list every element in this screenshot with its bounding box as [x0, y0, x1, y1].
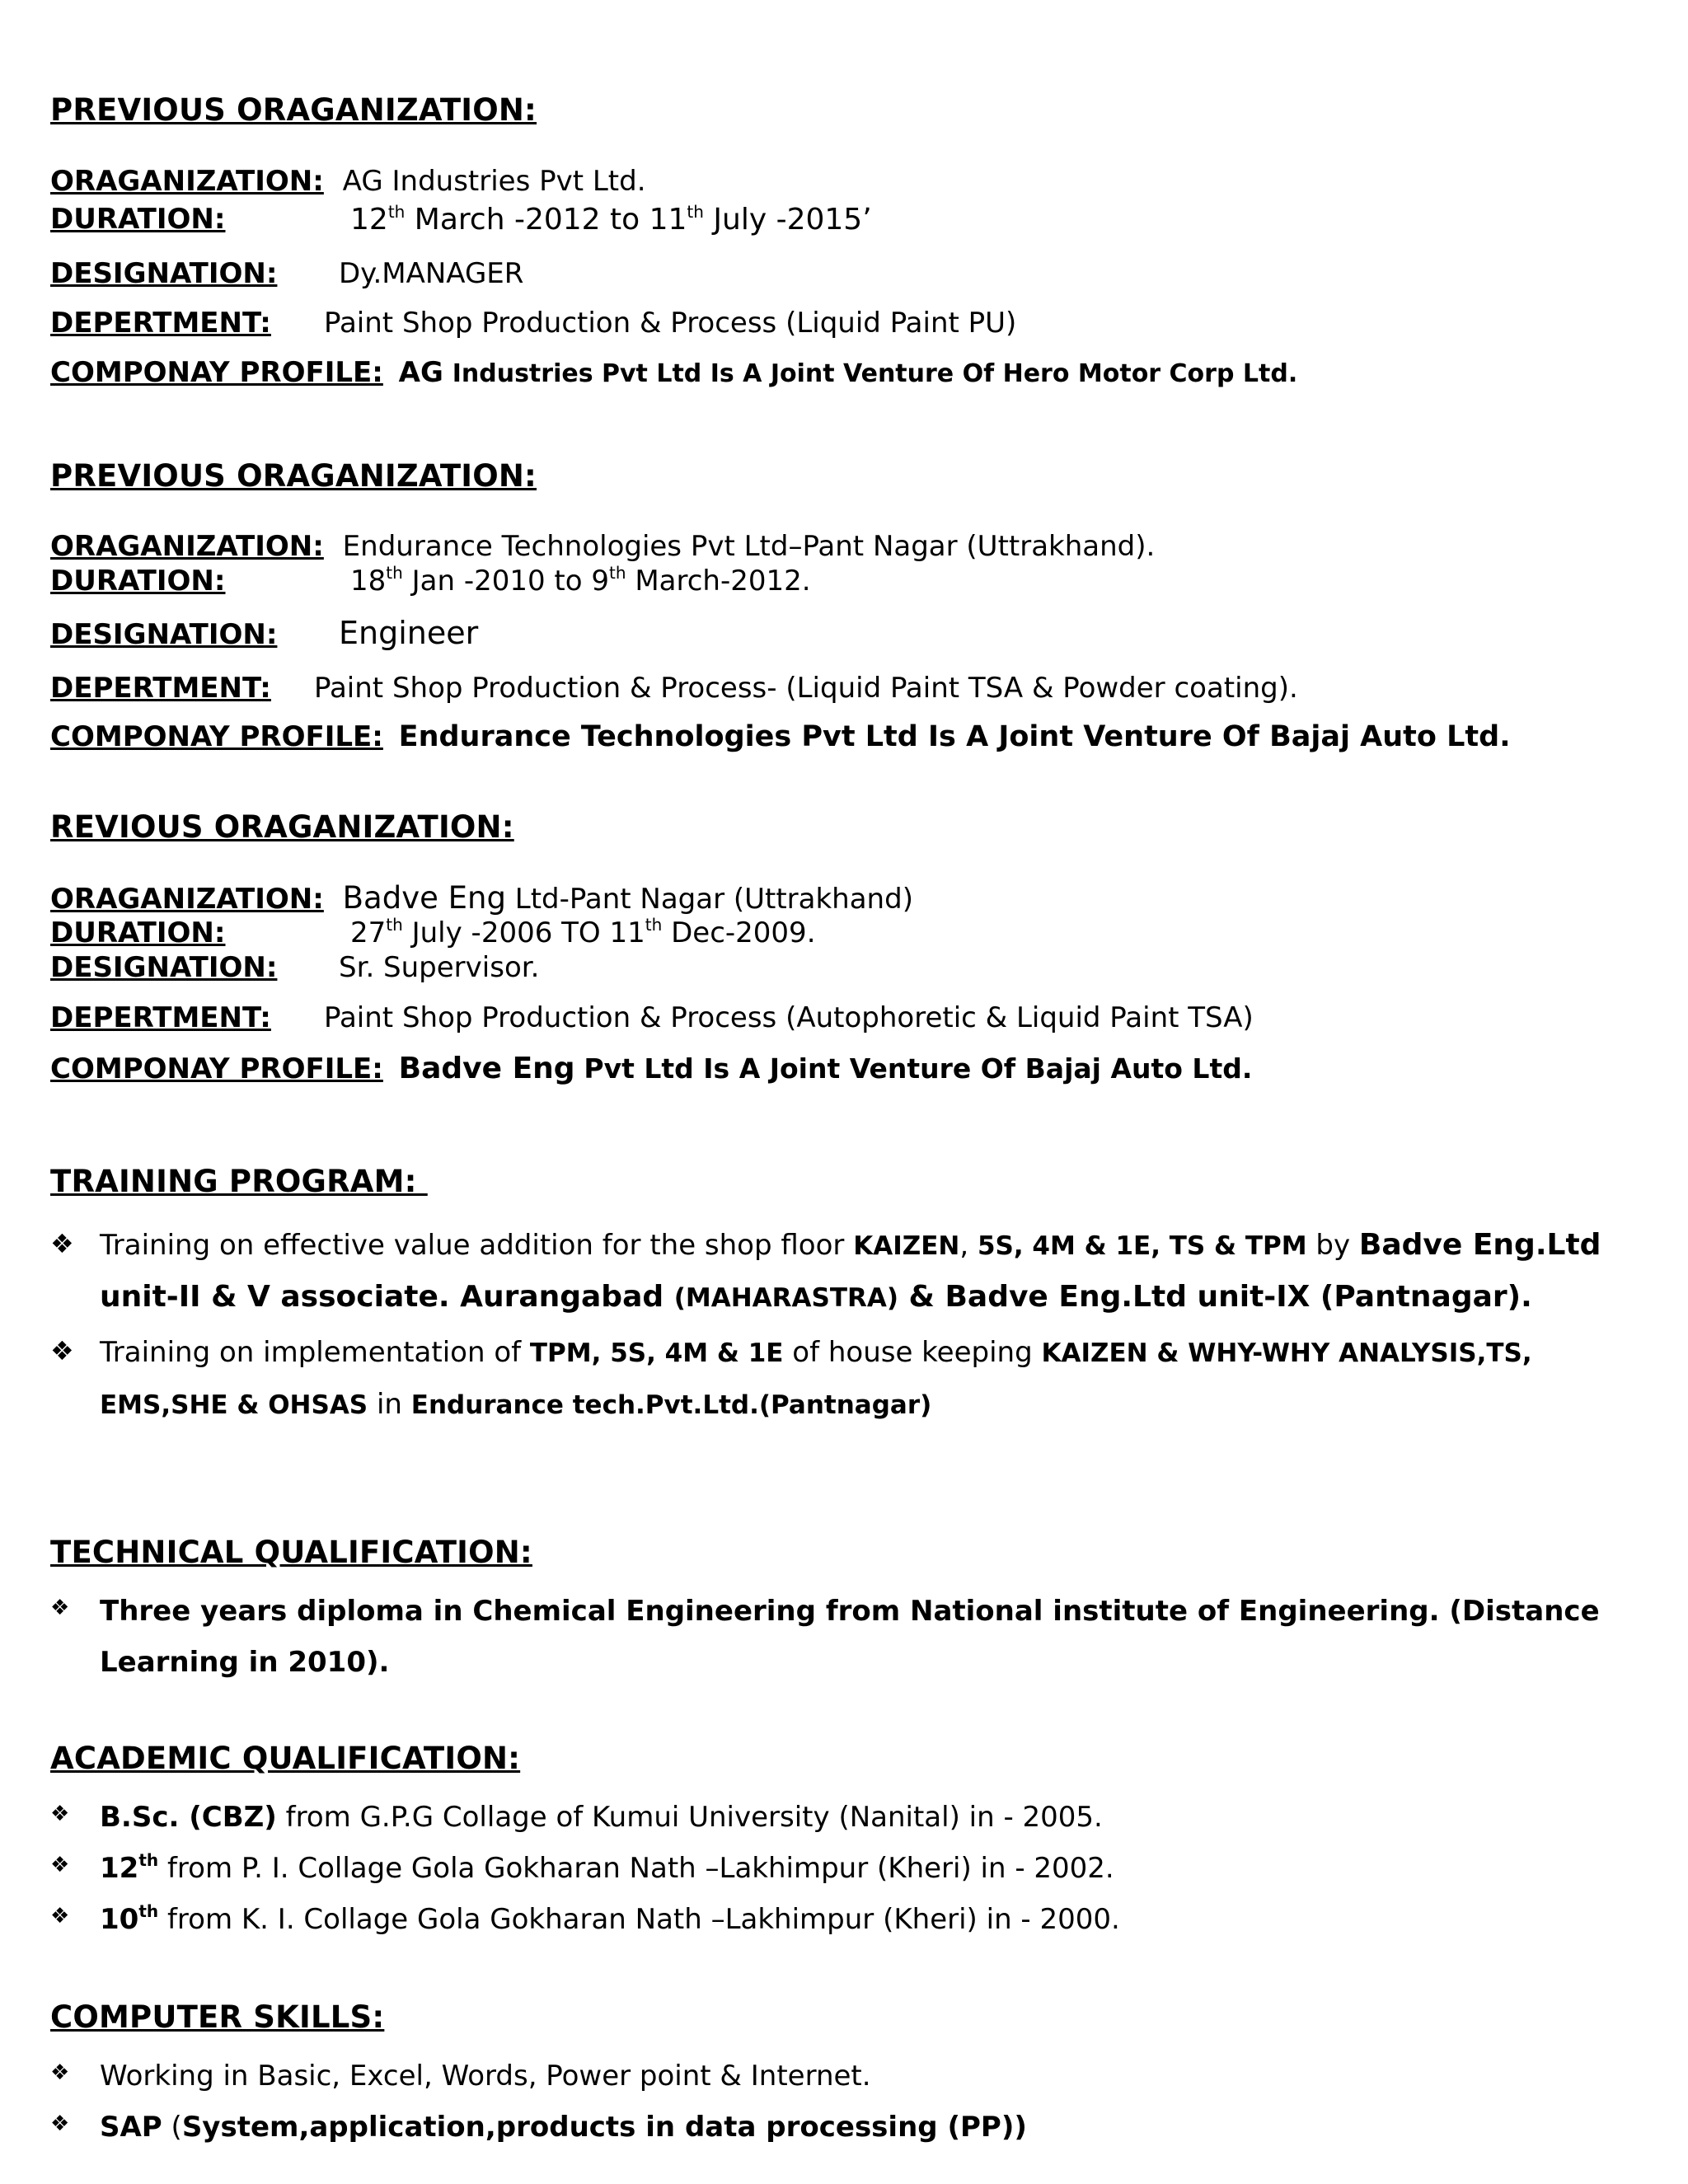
organization-value: Ltd-Pant Nagar (Uttrakhand) [514, 883, 913, 916]
diamond-bullet-icon: ❖ [50, 1904, 70, 1929]
organization-value: AG Industries Pvt Ltd. [342, 165, 646, 198]
profile-value: Endurance Technologies Pvt Ltd Is A Joint Venture Of Bajaj Auto Ltd. [398, 720, 1511, 753]
profile-label: COMPONAY PROFILE: [50, 720, 383, 753]
profile-value: Industries Pvt Ltd Is A Joint Venture Of Hero Motor Corp Ltd. [452, 359, 1298, 388]
org-1-duration-row [50, 203, 1655, 236]
resume-page: PREVIOUS ORAGANIZATION: ORAGANIZATION: AG Industries Pvt Ltd. DURATION: 12th March -2012 to 11th July -2015’ DESIGNATION: Dy.MANAGER DEPERTMENT: Paint Shop Production & Process (Liquid Paint PU) COMPONAY PROFILE: AG Industries Pvt Ltd Is A Joint Venture Of Hero Motor Corp Ltd. PREVIOUS ORAGANIZATION: ORAGANIZATION: Endurance Technologies Pvt Ltd–Pant Nagar (Uttrakhand). DURATION: 18th Jan -2010 to 9th March-2012. DESIGNATION: Engineer DEPERTMENT: Paint Shop Production & Process- (Liquid Paint TSA & Powder coating). COMPONAY PROFILE: Endurance Technologies Pvt Ltd Is A Joint Venture Of Bajaj Auto Ltd. REVIOUS ORAGANIZATION: ORAGANIZATION: Badve Eng Ltd-Pant Nagar (Uttrakhand) DURATION: 27th July -2006 TO 11th Dec-2009. DESIGNATION: Sr. Supervisor. DEPERTMENT: Paint Shop Production & Process (Autophoretic & Liquid Paint TSA) COMPONAY PROFILE: Badve Eng Pvt Ltd Is A Joint Venture Of Bajaj Auto Ltd. TRAINING PROGRAM: ❖ Training on effective value addition for the shop floor KAIZEN, 5S, 4M & 1E, TS & TPM by Badve Eng.Ltd unit-II & V associate. Aurangabad (MAHARASTRA) & Badve Eng.Ltd unit-IX (Pantnagar). ❖ Training on implementation of TPM, 5S, 4M & 1E of house keeping KAIZEN & WHY-WHY ANALYSIS,TS, EMS,SHE & OHSAS in Endurance tech.Pvt.Ltd.(Pantnagar) TECHNICAL QUALIFICATION: ❖ Three years diploma in Chemical Engineering from National institute of Engineering. (Distance Learning in 2010). ACADEMIC QUALIFICATION: ❖ B.Sc. (CBZ) from G.P.G Collage of Kumui University (Nanital) in - 2005. ❖ 12th from P. I. Collage Gola Gokharan Nath –Lakhimpur (Kheri) in - 2002. ❖ 10th from K. I. Collage Gola Gokharan Nath –Lakhimpur (Kheri) in - 2000. COMPUTER SKILLS: ❖ Working in Basic, Excel, Words, Power point & Internet. ❖ SAP (System,application,products in data processing (PP)) [0, 0, 1688, 2184]
department-value: Paint Shop Production & Process (Liquid Paint PU) [324, 307, 1017, 340]
org-2-duration-row [50, 565, 1655, 598]
org-2-organization-row [50, 530, 1655, 563]
duration-label: DURATION: [50, 565, 226, 598]
duration-label: DURATION: [50, 916, 226, 949]
organization-label: ORAGANIZATION: [50, 165, 324, 198]
profile-value-lead: AG [398, 356, 443, 389]
duration-value: 27th July -2006 TO 11th Dec-2009. [350, 915, 816, 949]
department-label: DEPERTMENT: [50, 1001, 271, 1034]
org-2-profile-row [50, 720, 1655, 753]
duration-value: 12th March -2012 to 11th July -2015’ [350, 202, 872, 237]
section-heading-org-1: PREVIOUS ORAGANIZATION: [50, 92, 537, 128]
org-3-profile-row [50, 1052, 1655, 1085]
section-heading-academic: ACADEMIC QUALIFICATION: [50, 1741, 521, 1776]
diamond-bullet-icon: ❖ [50, 2111, 70, 2136]
org-3-designation-row [50, 951, 1655, 984]
diamond-bullet-icon: ❖ [50, 1596, 70, 1620]
profile-label: COMPONAY PROFILE: [50, 1052, 383, 1085]
department-label: DEPERTMENT: [50, 672, 271, 705]
org-2-designation-row [50, 615, 1655, 651]
designation-value: Sr. Supervisor. [339, 951, 540, 984]
profile-value-lead: Badve Eng [398, 1052, 575, 1085]
department-label: DEPERTMENT: [50, 307, 271, 340]
designation-label: DESIGNATION: [50, 618, 278, 651]
org-3-department-row [50, 1001, 1655, 1034]
diamond-bullet-icon: ❖ [50, 1853, 70, 1877]
organization-label: ORAGANIZATION: [50, 530, 324, 563]
duration-label: DURATION: [50, 203, 226, 236]
section-heading-computer: COMPUTER SKILLS: [50, 1999, 385, 2035]
diamond-bullet-icon: ❖ [50, 1228, 74, 1259]
organization-value: Endurance Technologies Pvt Ltd–Pant Nagar (Uttrakhand). [342, 530, 1156, 563]
section-heading-org-2: PREVIOUS ORAGANIZATION: [50, 458, 537, 494]
department-value: Paint Shop Production & Process (Autophoretic & Liquid Paint TSA) [324, 1001, 1254, 1034]
section-heading-technical: TECHNICAL QUALIFICATION: [50, 1535, 532, 1570]
profile-value: Pvt Ltd Is A Joint Venture Of Bajaj Auto Ltd. [584, 1052, 1253, 1085]
organization-label: ORAGANIZATION: [50, 883, 324, 916]
diamond-bullet-icon: ❖ [50, 1335, 74, 1366]
designation-label: DESIGNATION: [50, 257, 278, 290]
org-1-organization-row [50, 165, 1655, 198]
designation-value: Dy.MANAGER [339, 257, 524, 290]
org-3-organization-row [50, 880, 1655, 916]
org-3-duration-row [50, 916, 1655, 949]
diamond-bullet-icon: ❖ [50, 2060, 70, 2085]
section-heading-org-3: REVIOUS ORAGANIZATION: [50, 809, 514, 845]
org-1-profile-row [50, 356, 1655, 389]
org-1-department-row [50, 307, 1655, 340]
org-2-department-row [50, 672, 1655, 705]
designation-label: DESIGNATION: [50, 951, 278, 984]
designation-value: Engineer [339, 615, 479, 651]
diamond-bullet-icon: ❖ [50, 1802, 70, 1826]
organization-value-lead: Badve Eng [342, 880, 506, 916]
duration-value: 18th Jan -2010 to 9th March-2012. [350, 563, 811, 598]
org-1-designation-row [50, 257, 1655, 290]
department-value: Paint Shop Production & Process- (Liquid Paint TSA & Powder coating). [314, 672, 1298, 705]
section-heading-training: TRAINING PROGRAM: [50, 1164, 428, 1199]
profile-label: COMPONAY PROFILE: [50, 356, 383, 389]
